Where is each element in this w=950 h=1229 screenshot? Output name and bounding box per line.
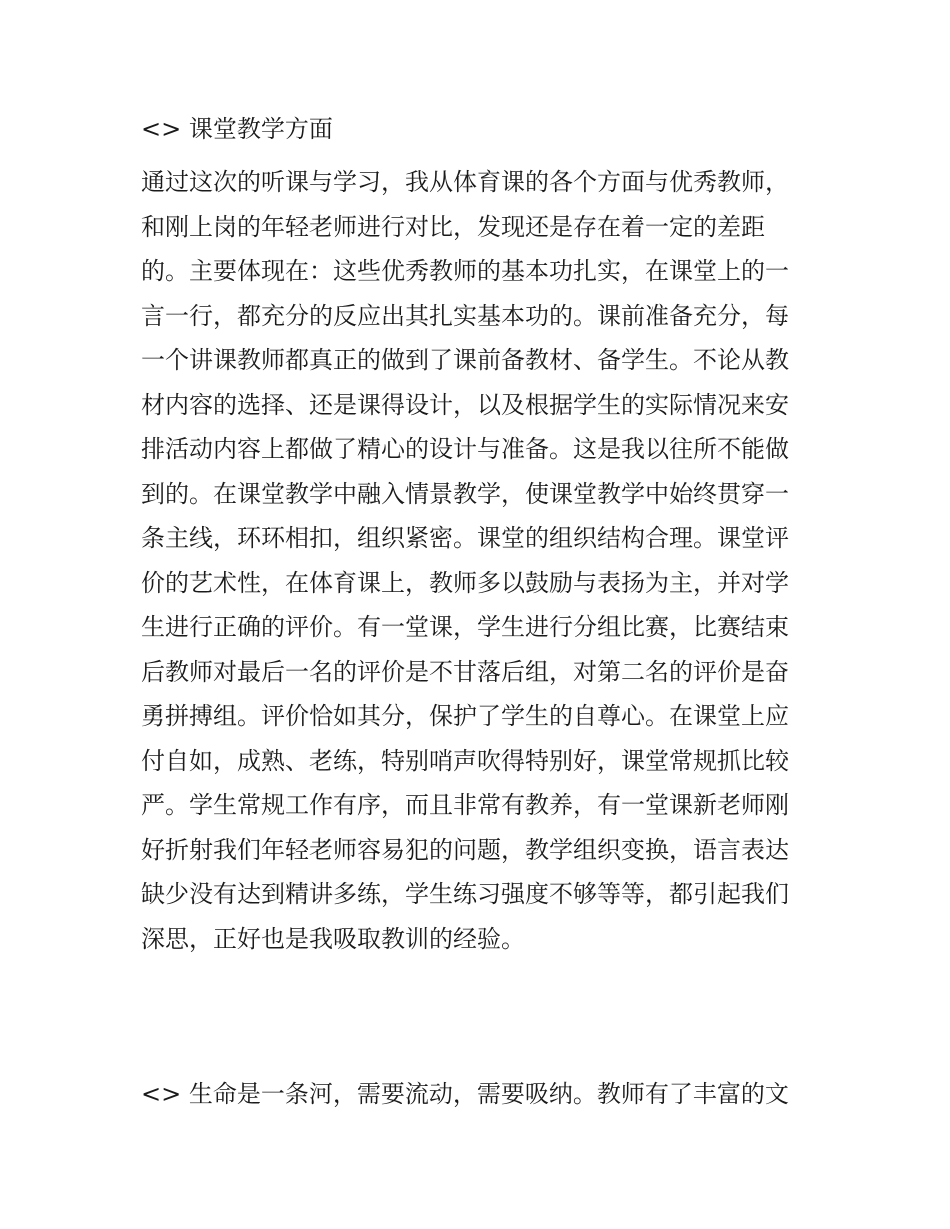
paragraph-line: 材内容的选择、还是课得设计，以及根据学生的实际情况来安	[141, 390, 789, 419]
body-paragraph	[141, 160, 821, 961]
paragraph-line: 通过这次的听课与学习，我从体育课的各个方面与优秀教师，	[141, 168, 789, 196]
paragraph-line: 深思，正好也是我吸取教训的经验。	[141, 924, 525, 953]
paragraph-line: 到的。在课堂教学中融入情景教学，使课堂教学中始终贯穿一	[141, 479, 789, 508]
paragraph-line: 严。学生常规工作有序，而且非常有教养，有一堂课新老师刚	[141, 791, 789, 819]
heading-line: <> 课堂教学方面	[141, 115, 333, 143]
paragraph-line: 勇拼搏组。评价恰如其分，保护了学生的自尊心。在课堂上应	[141, 702, 789, 730]
paragraph-line: 的。主要体现在：这些优秀教师的基本功扎实，在课堂上的一	[141, 257, 789, 285]
paragraph-line: 付自如，成熟、老练，特别哨声吹得特别好，课堂常规抓比较	[141, 746, 789, 775]
paragraph-line: 条主线，环环相扣，组织紧密。课堂的组织结构合理。课堂评	[141, 524, 789, 552]
paragraph-line: 价的艺术性，在体育课上，教师多以鼓励与表扬为主，并对学	[141, 568, 789, 597]
paragraph-line: 排活动内容上都做了精心的设计与准备。这是我以往所不能做	[141, 435, 789, 463]
next-section-line	[141, 1077, 821, 1112]
paragraph-line: 生进行正确的评价。有一堂课，学生进行分组比赛，比赛结束	[141, 613, 789, 641]
tail-line: <> 生命是一条河，需要流动，需要吸纳。教师有了丰富的文	[141, 1080, 789, 1108]
section-heading	[141, 112, 821, 147]
paragraph-line: 和刚上岗的年轻老师进行对比，发现还是存在着一定的差距	[141, 212, 765, 241]
paragraph-line: 缺少没有达到精讲多练，学生练习强度不够等等，都引起我们	[141, 880, 789, 908]
paragraph-line: 后教师对最后一名的评价是不甘落后组，对第二名的评价是奋	[141, 657, 789, 686]
paragraph-line: 一个讲课教师都真正的做到了课前备教材、备学生。不论从教	[141, 346, 789, 374]
paragraph-line: 好折射我们年轻老师容易犯的问题，教学组织变换，语言表达	[141, 835, 789, 864]
paragraph-line: 言一行，都充分的反应出其扎实基本功的。课前准备充分，每	[141, 301, 789, 330]
